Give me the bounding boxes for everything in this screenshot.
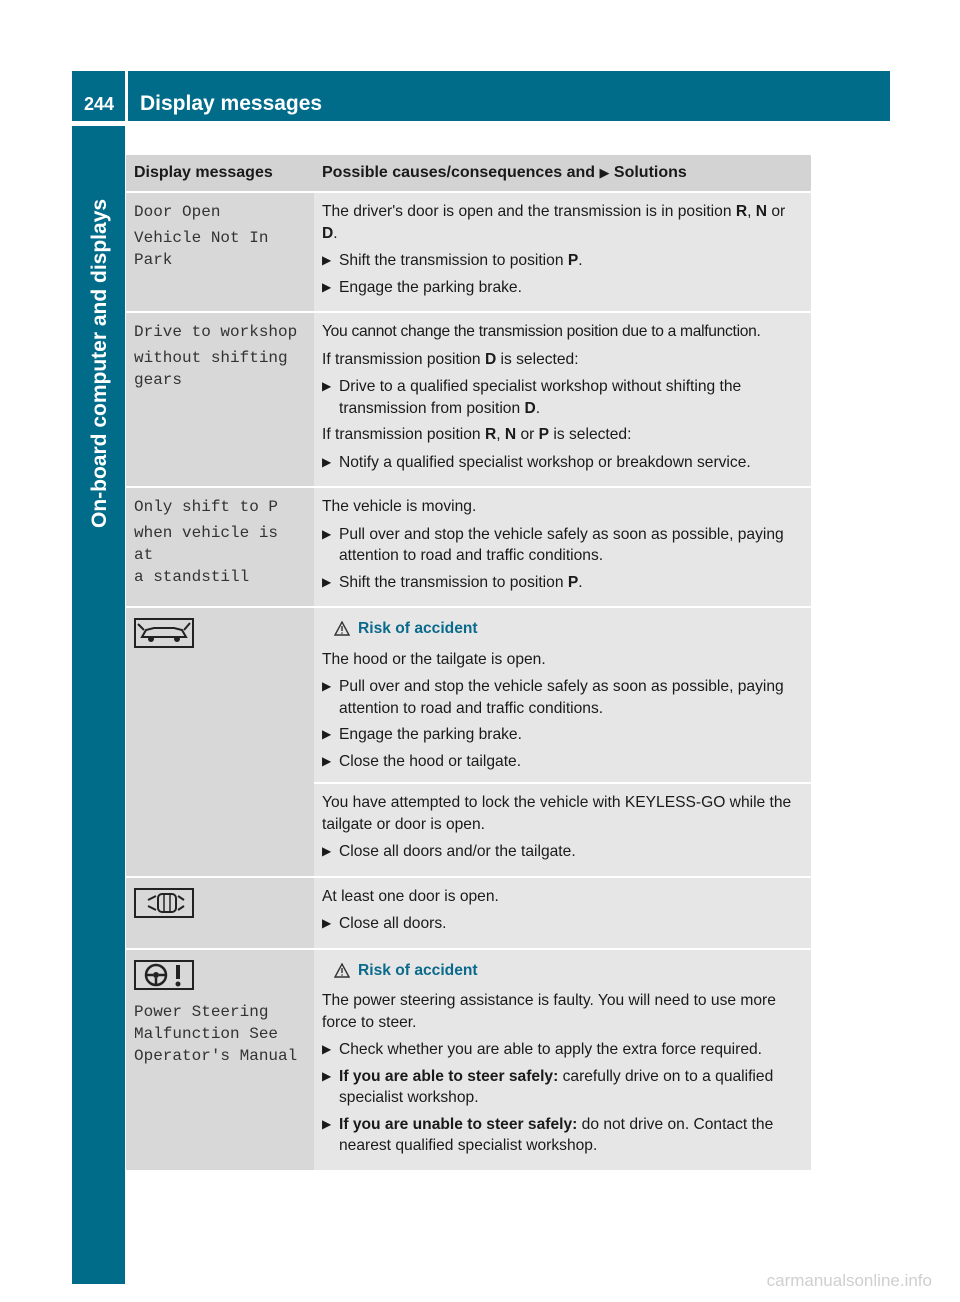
step: ▶ Notify a qualified specialist workshop or breakdown service. (322, 452, 805, 474)
solution-cell: The driver's door is open and the transmission is in position R, N or D. ▶ Shift the transmission to position P. ▶ Engage the parking brake. (314, 193, 811, 311)
display-message: Only shift to P when vehicle is at a standstill (126, 488, 314, 606)
step-arrow-icon: ▶ (322, 727, 332, 741)
display-icon-cell (126, 608, 314, 876)
step-arrow-icon: ▶ (322, 1068, 332, 1083)
display-icon-cell (126, 878, 314, 948)
step-arrow-icon: ▶ (322, 526, 332, 541)
col2-header: Possible causes/consequences and ▶ Solutions (314, 155, 811, 191)
table-row (126, 876, 811, 948)
display-message: Power Steering Malfunction See Operator's Manual (126, 950, 314, 1170)
solution-cell: At least one door is open. ▶ Close all doors. (314, 878, 811, 948)
solution-cell: You cannot change the transmission position due to a malfunction. If transmission position D is selected: ▶ Drive to a qualified specialist workshop without shifting the transmission from position D. If transmission position R, N or P is selected: ▶ Notify a qualified specialist workshop or breakdown service. (314, 313, 811, 486)
side-tab-label: On-board computer and displays (88, 198, 111, 528)
solution-cell: Risk of accident The hood or the tailgate is open. ▶ Pull over and stop the vehicle safely as soon as possible, paying attention to road and traffic conditions. ▶ Engage the parking brake. ▶ Close the hood or tailgate. You have attempted to lock the vehicle with KEYLESS-GO while the tailgate or door is open. ▶ Close all doors and/or the tailgate. (314, 608, 811, 876)
step: ▶ Close the hood or tailgate. (322, 751, 805, 773)
step: ▶ Shift the transmission to position P. (322, 250, 805, 272)
steering-malfunction-icon (134, 960, 194, 990)
table-row (126, 191, 811, 311)
step: ▶ Check whether you are able to apply the extra force required. (322, 1039, 805, 1061)
step: ▶ Drive to a qualified specialist workshop without shifting the transmission from position D. (322, 378, 742, 417)
warning-heading: Risk of accident (334, 618, 805, 640)
step-arrow-icon: ▶ (322, 1042, 332, 1056)
car-hood-tailgate-open-icon (134, 618, 194, 648)
page-number: 244 (72, 71, 125, 121)
table-row (126, 606, 811, 876)
warning-triangle-icon (334, 963, 350, 978)
step-arrow-icon: ▶ (322, 279, 332, 294)
step-arrow-icon: ▶ (322, 574, 332, 589)
step-arrow-icon: ▶ (322, 679, 332, 693)
table-row (126, 311, 811, 486)
display-message: Door Open Vehicle Not In Park (126, 193, 314, 311)
step: ▶ Pull over and stop the vehicle safely as soon as possible, paying attention to road and traffic conditions. (322, 678, 784, 717)
step: ▶ Close all doors and/or the tailgate. (322, 841, 805, 863)
solution-cell: The vehicle is moving. ▶ Pull over and stop the vehicle safely as soon as possible, paying attention to road and traffic conditions. ▶ Shift the transmission to position P. (314, 488, 811, 606)
step-arrow-icon: ▶ (322, 916, 332, 930)
step-arrow-icon: ▶ (322, 454, 332, 469)
warning-heading: Risk of accident (334, 960, 805, 982)
step: ▶ If you are able to steer safely: carefully drive on to a qualified specialist workshop. (322, 1067, 774, 1106)
step-arrow-icon: ▶ (322, 753, 332, 768)
arrow-right-icon: ▶ (599, 165, 610, 180)
step: ▶ Close all doors. (322, 913, 805, 935)
step: ▶ If you are unable to steer safely: do not drive on. Contact the nearest qualified specialist workshop. (322, 1115, 774, 1154)
watermark: carmanualsonline.info (766, 1271, 932, 1290)
step: ▶ Pull over and stop the vehicle safely as soon as possible, paying attention to road and traffic conditions. (322, 525, 784, 564)
step: ▶ Shift the transmission to position P. (322, 572, 805, 594)
step-arrow-icon: ▶ (322, 379, 332, 393)
step-arrow-icon: ▶ (322, 844, 332, 858)
step: ▶ Engage the parking brake. (322, 277, 805, 299)
step-arrow-icon: ▶ (322, 253, 332, 267)
table-header-row (126, 155, 811, 191)
display-message: Drive to workshop without shifting gears (126, 313, 314, 486)
page-title: Display messages (128, 71, 890, 121)
col1-header: Display messages (126, 155, 314, 191)
table-row (126, 486, 811, 606)
sub-cell: You have attempted to lock the vehicle with KEYLESS-GO while the tailgate or door is open. ▶ Close all doors and/or the tailgate. (314, 782, 811, 863)
door-open-icon (134, 888, 194, 918)
solution-cell: Risk of accident The power steering assistance is faulty. You will need to use more force to steer. ▶ Check whether you are able to apply the extra force required. ▶ If you are able to steer safely: carefully drive on to a qualified specialist workshop. ▶ If you are unable to steer safely: do not drive on. Contact the nearest qualified specialist workshop. (314, 950, 811, 1170)
step: ▶ Engage the parking brake. (322, 724, 805, 746)
display-messages-table (126, 155, 811, 1170)
step-arrow-icon: ▶ (322, 1116, 332, 1131)
warning-triangle-icon (334, 621, 350, 636)
table-row (126, 948, 811, 1170)
